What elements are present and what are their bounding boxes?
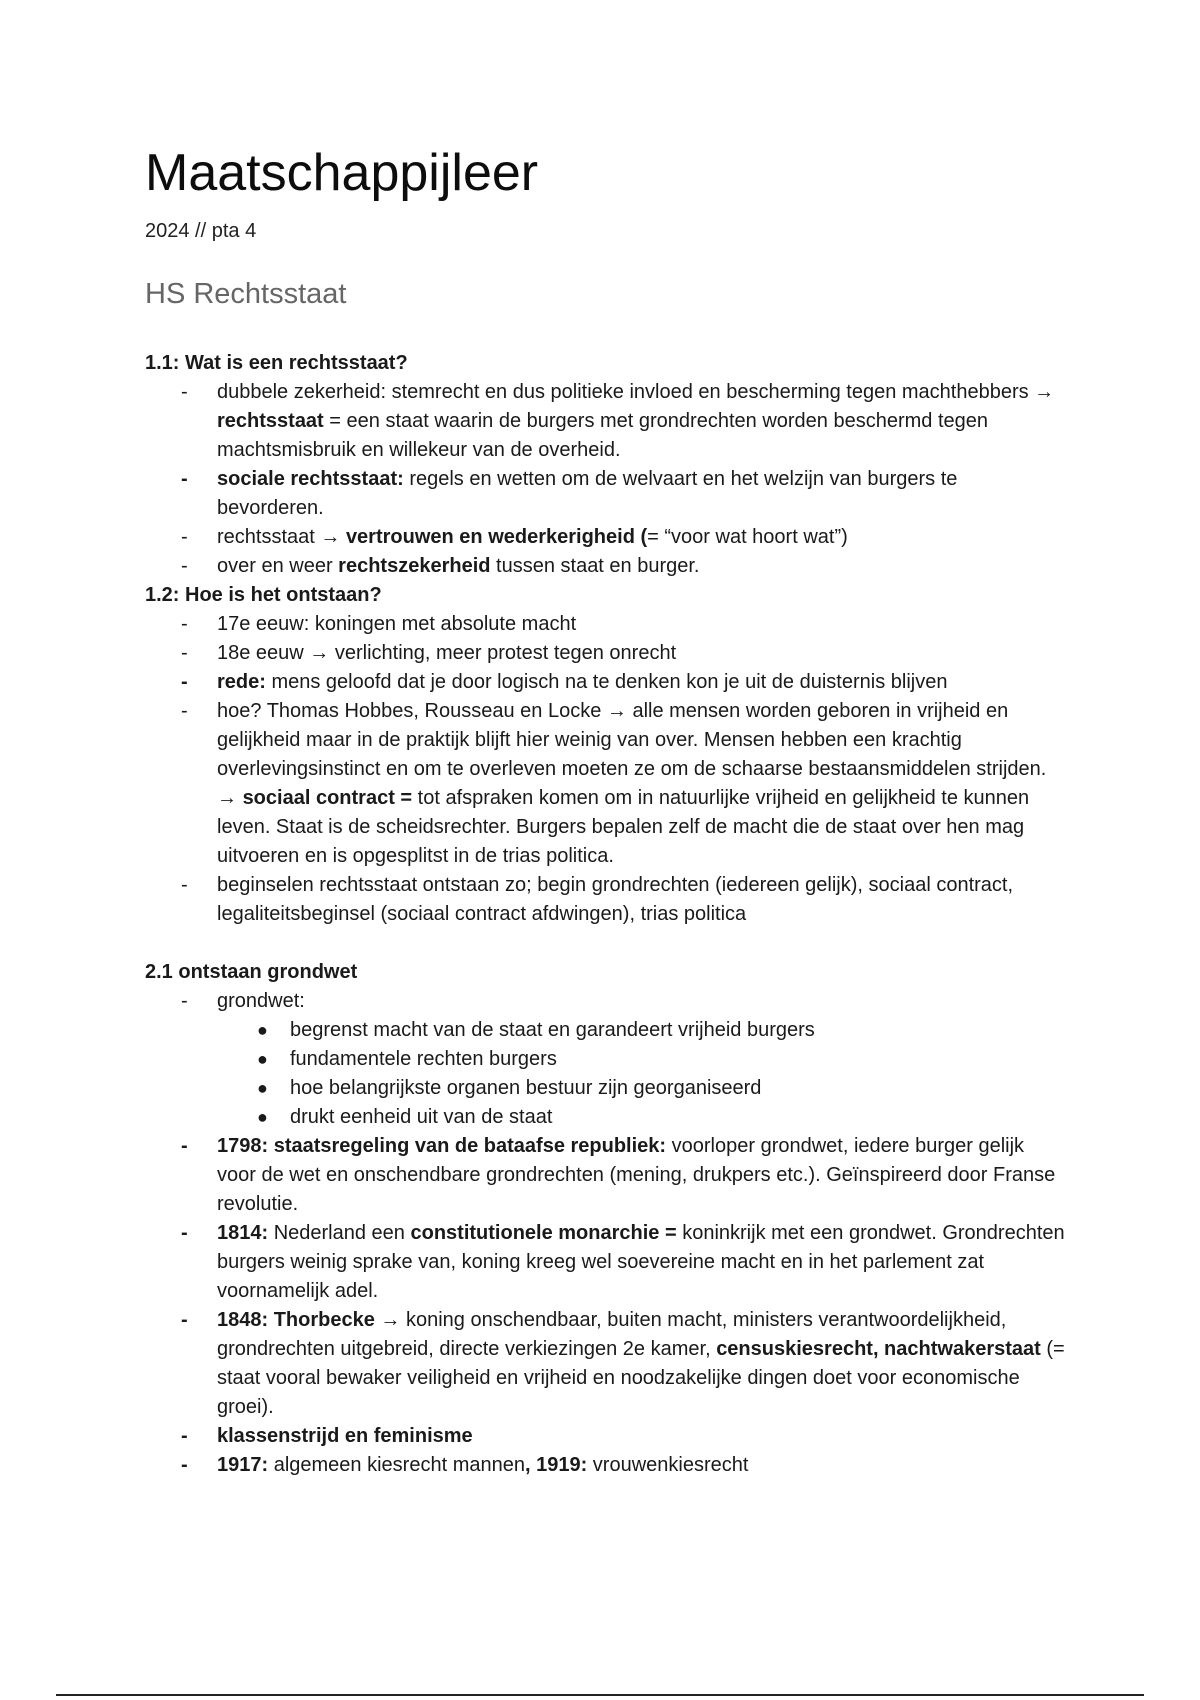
item-text: voorloper grondwet, iedere burger gelijk voor de wet en onschendbare grondrechten (mening, drukpers etc.). Geïnspireerd door Franse revolutie. (217, 1135, 1056, 1215)
bullet-dot: ● (257, 1020, 268, 1040)
item-text: regels en wetten om de welvaart en het welzijn van burgers te bevorderen. (217, 468, 958, 519)
item-term: 1798: staatsregeling van de bataafse republiek: (217, 1135, 667, 1157)
item-term: rechtsstaat (217, 410, 324, 432)
dash-marker: - (181, 381, 188, 403)
list-item (145, 523, 1065, 552)
dash-marker: - (181, 1425, 188, 1447)
dash-marker: - (181, 526, 188, 548)
dash-marker: - (181, 468, 188, 490)
dash-marker: - (181, 1309, 188, 1331)
bullet-dot: ● (257, 1049, 268, 1069)
bullet-text: hoe belangrijkste organen bestuur zijn georganiseerd (290, 1077, 762, 1099)
list-item (145, 1219, 1065, 1306)
bullet-text: drukt eenheid uit van de staat (290, 1106, 553, 1128)
item-text: vrouwenkiesrecht (587, 1454, 749, 1476)
dash-marker: - (181, 1222, 188, 1244)
list-item (145, 639, 1065, 668)
bullet-item (145, 1074, 1065, 1103)
list-item (145, 1422, 1065, 1451)
item-text: beginselen rechtsstaat ontstaan zo; begin grondrechten (iedereen gelijk), sociaal contract, legaliteitsbeginsel (sociaal contract afdwingen), trias politica (217, 874, 1014, 925)
item-text: mens geloofd dat je door logisch na te denken kon je uit de duisternis blijven (265, 671, 948, 693)
item-term: klassenstrijd en feminisme (217, 1425, 473, 1447)
list-item (145, 697, 1065, 871)
bullet-dot: ● (257, 1107, 268, 1127)
section-heading-1-2: 1.2: Hoe is het ontstaan? (145, 584, 382, 606)
spacer (145, 929, 1065, 958)
item-text: hoe? Thomas Hobbes, Rousseau en Locke → alle mensen worden geboren in vrijheid en gelijkheid maar in de praktijk blijft hier weinig van over. Mensen hebben een krachtig overlevingsinstinct en om te overleven moeten ze om de schaarse bestaansmiddelen strijden. → (217, 700, 1047, 809)
bullet-item (145, 1045, 1065, 1074)
item-text: (= staat vooral bewaker veiligheid en vrijheid en noodzakelijke dingen doet voor economische groei). (217, 1338, 1065, 1418)
item-text: over en weer (217, 555, 339, 577)
section-heading-2-1: 2.1 ontstaan grondwet (145, 961, 358, 983)
item-term: rechtszekerheid (338, 555, 491, 577)
dash-marker: - (181, 700, 188, 722)
item-term: sociale rechtsstaat: (217, 468, 404, 490)
item-text: = een staat waarin de burgers met grondrechten worden beschermd tegen machtsmisbruik en willekeur van de overheid. (217, 410, 989, 461)
item-term: vertrouwen en wederkerigheid ( (345, 526, 648, 548)
list-item (145, 552, 1065, 581)
dash-marker: - (181, 1135, 188, 1157)
item-text: tussen staat en burger. (490, 555, 700, 577)
list-item (145, 610, 1065, 639)
bullet-text: fundamentele rechten burgers (290, 1048, 557, 1070)
item-text: koninkrijk met een grondwet. Grondrechten burgers weinig sprake van, koning kreeg wel soevereine macht en in het parlement zat voornamelijk adel. (217, 1222, 1065, 1302)
item-text: algemeen kiesrecht mannen (268, 1454, 525, 1476)
item-text: dubbele zekerheid: stemrecht en dus politieke invloed en bescherming tegen machthebbers → (217, 381, 1055, 403)
document-title: Maatschappijleer (145, 144, 539, 202)
item-term: sociaal contract = (242, 787, 413, 809)
list-item (145, 871, 1065, 929)
dash-marker: - (181, 642, 188, 664)
item-term: 1917: (217, 1454, 269, 1476)
item-text: tot afspraken komen om in natuurlijke vrijheid en gelijkheid te kunnen leven. Staat is de scheidsrechter. Burgers bepalen zelf de macht die de staat over hen mag uitvoeren en is opgesplitst in de trias politica. (217, 787, 1030, 867)
item-text: rechtsstaat → (217, 526, 346, 548)
item-text: = “voor wat hoort wat”) (647, 526, 848, 548)
bullet-item (145, 1103, 1065, 1132)
item-text: 17e eeuw: koningen met absolute macht (217, 613, 577, 635)
list-item (145, 987, 1065, 1016)
list-item (145, 1306, 1065, 1422)
dash-marker: - (181, 874, 188, 896)
dash-marker: - (181, 613, 188, 635)
list-item (145, 378, 1065, 465)
list-item (145, 1132, 1065, 1219)
dash-marker: - (181, 671, 188, 693)
item-text: 18e eeuw → verlichting, meer protest tegen onrecht (217, 642, 677, 664)
list-item (145, 1451, 1065, 1480)
item-text: grondwet: (217, 990, 305, 1012)
dash-marker: - (181, 990, 188, 1012)
section-heading-1-1: 1.1: Wat is een rechtsstaat? (145, 352, 408, 374)
bullet-item (145, 1016, 1065, 1045)
list-item (145, 668, 1065, 697)
bullet-dot: ● (257, 1078, 268, 1098)
item-text: → koning onschendbaar, buiten macht, ministers verantwoordelijkheid, grondrechten uitgebreid, directe verkiezingen 2e kamer, (217, 1309, 1007, 1360)
item-term: rede: (217, 671, 266, 693)
list-item (145, 465, 1065, 523)
item-term: constitutionele monarchie = (410, 1222, 677, 1244)
item-term: censuskiesrecht, nachtwakerstaat (716, 1338, 1041, 1360)
chapter-heading: HS Rechtsstaat (145, 278, 347, 310)
document-body (145, 349, 1065, 1480)
dash-marker: - (181, 1454, 188, 1476)
document-subtitle: 2024 // pta 4 (145, 220, 257, 242)
item-term: 1814: (217, 1222, 269, 1244)
item-term: , 1919: (524, 1454, 588, 1476)
footer-rule (56, 1694, 1144, 1696)
item-text: Nederland een (268, 1222, 411, 1244)
dash-marker: - (181, 555, 188, 577)
item-term: 1848: Thorbecke (217, 1309, 375, 1331)
bullet-text: begrenst macht van de staat en garandeert vrijheid burgers (290, 1019, 815, 1041)
